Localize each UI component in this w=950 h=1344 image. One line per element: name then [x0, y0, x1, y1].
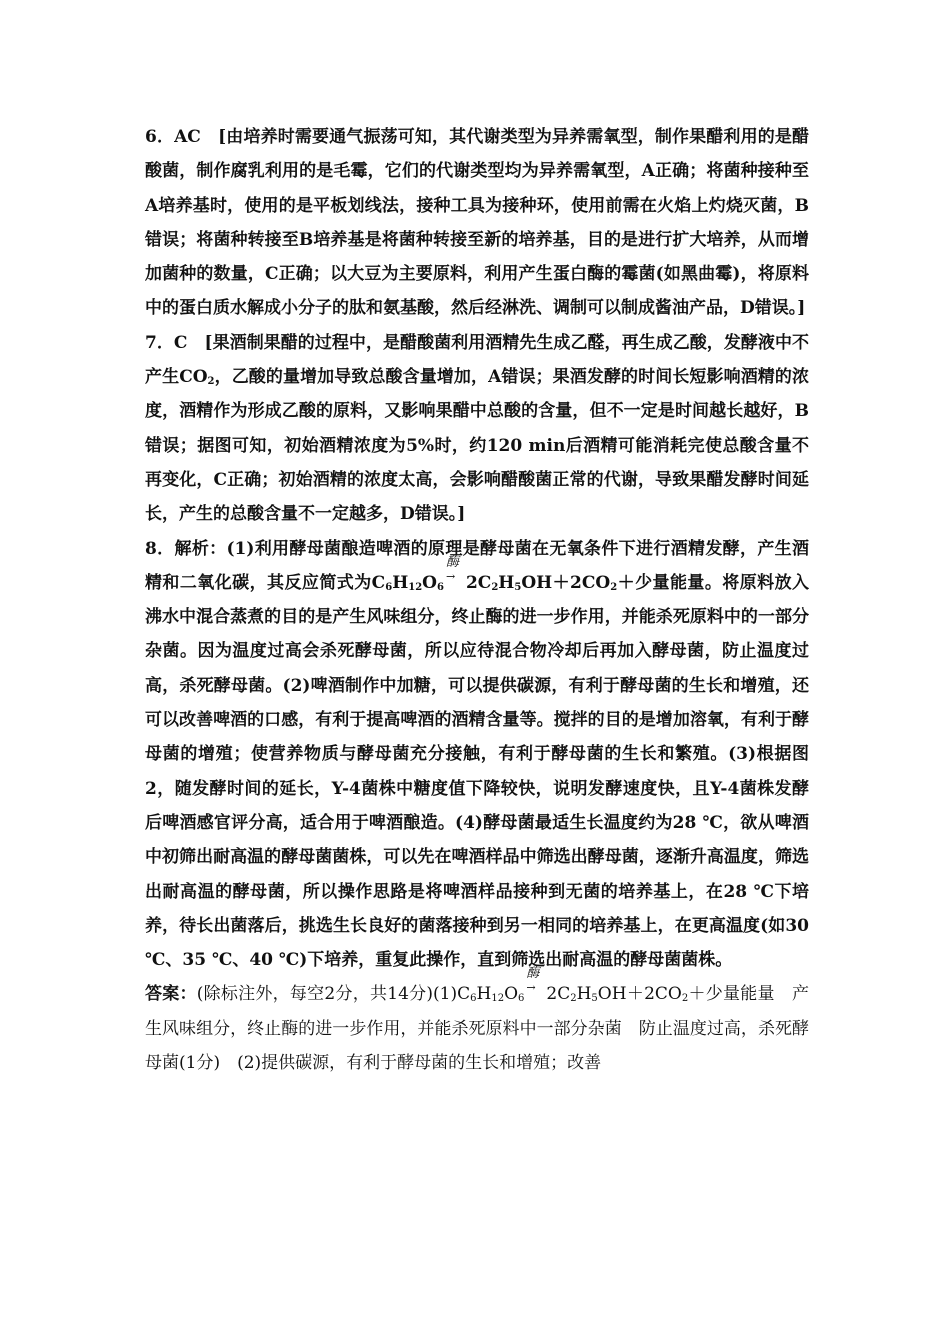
- formula-part: O: [504, 984, 519, 1005]
- formula-part: H: [576, 984, 592, 1005]
- q8-text-b: ＋少量能量。将原料放入沸水中混合蒸煮的目的是产生风味组分，终止酶的进一步作用，并能杀死原料中的一部分杂菌。因为温度过高会杀死酵母菌，所以应待混合物冷却后再加入酵母菌，防止温度过高，杀死酵母菌。(2)啤酒制作中加糖，可以提供碳源，有利于酵母菌的生长和增殖，还可以改善啤酒的口感，有利于提高啤酒的酒精含量等。搅拌的目的是增加溶氧，有利于酵母菌的增殖；使营养物质与酵母菌充分接触，有利于酵母菌的生长和繁殖。(3)根据图2，随发酵时间的延长，Y-4菌株中糖度值下降较快，说明发酵速度快，且Y-4菌株发酵后啤酒感官评分高，适合用于啤酒酿造。(4)酵母菌最适生长温度约为28 ℃，欲从啤酒中初筛出耐高温的酵母菌菌株，可以先在啤酒样品中筛选出酵母菌，逐渐升高温度，筛选出耐高温的酵母菌，所以操作思路是将啤酒样品接种到无菌的培养基上，在28 ℃下培养，待长出菌落后，挑选生长良好的菌落接种到另一相同的培养基上，在更高温度(如30 ℃、35 ℃、40 ℃)下培养，重复此操作，直到筛选出耐高温的酵母菌菌株。: [145, 572, 810, 971]
- formula-subscript: 2: [681, 993, 689, 1005]
- answer-text-b: ＋少量能量 产生风味组分，终止酶的进一步作用，并能杀死原料中一部分杂菌 防止温度过高，杀死酵母菌(1分) (2)提供碳源，有利于酵母菌的生长和增殖；改善: [145, 984, 810, 1074]
- formula-part: H: [498, 572, 515, 593]
- enzyme-reaction-arrow: [524, 966, 546, 997]
- question-8-explanation: [145, 532, 809, 978]
- formula-subscript: 12: [491, 993, 505, 1005]
- formula-subscript: 12: [408, 581, 423, 593]
- question-7-explanation: [145, 326, 809, 532]
- formula-subscript: 5: [514, 581, 522, 593]
- formula-subscript: 2: [570, 993, 577, 1005]
- formula-subscript: 2: [491, 581, 499, 593]
- q6-text: 6．AC [由培养时需要通气振荡可知，其代谢类型为异养需氧型，制作果醋利用的是醋酸菌，制作腐乳利用的是毛霉，它们的代谢类型均为异养需氧型，A正确；将菌种接种至A培养基时，使用的是平板划线法，接种工具为接种环，使用前需在火焰上灼烧灭菌，B错误；将菌种转接至B培养基是将菌种转接至新的培养基，目的是进行扩大培养，从而增加菌种的数量，C正确；以大豆为主要原料，利用产生蛋白酶的霉菌(如黑曲霉)，将原料中的蛋白质水解成小分子的肽和氨基酸，然后经淋洗、调制可以制成酱油产品，D错误。]: [145, 127, 809, 319]
- formula-subscript: 5: [591, 993, 598, 1005]
- formula-subscript: 6: [436, 581, 444, 593]
- arrow-icon: →: [445, 569, 456, 583]
- formula-subscript: 6: [470, 993, 477, 1005]
- co2-subscript: 2: [207, 376, 215, 388]
- answer-label: 答案：: [145, 984, 197, 1005]
- formula-part: H: [476, 984, 492, 1005]
- enzyme-label: 酶: [445, 554, 459, 570]
- formula-part: 2C: [546, 984, 571, 1005]
- answer-text-a: (除标注外，每空2分，共14分)(1)C: [196, 984, 471, 1005]
- answer-document: [145, 120, 809, 1080]
- enzyme-reaction-arrow: [444, 554, 466, 586]
- q7-text-b: ，乙酸的量增加导致总酸含量增加，A错误；果酒发酵的时间长短影响酒精的浓度，酒精作为形成乙酸的原料，又影响果醋中总酸的含量，但不一定是时间越长越好，B错误；据图可知，初始酒精浓度为5%时，约120 min后酒精可能消耗完使总酸含量不再变化，C正确；初始酒精的浓度太高，会影响醋酸菌正常的代谢，导致果醋发酵时间延长，产生的总酸含量不一定越多，D错误。]: [145, 367, 809, 525]
- formula-subscript: 6: [385, 581, 393, 593]
- formula-part: O: [422, 572, 437, 593]
- question-6-explanation: [145, 120, 809, 326]
- formula-subscript: 6: [518, 993, 525, 1005]
- formula-part: H: [392, 572, 409, 593]
- formula-part: 2C: [465, 572, 492, 593]
- answer-body: [145, 966, 810, 1074]
- arrow-icon: →: [526, 981, 536, 995]
- q8-text-a: 8．解析：(1)利用酵母菌酿造啤酒的原理是酵母菌在无氧条件下进行酒精发酵，产生酒精和二氧化碳，其反应简式为C: [145, 538, 809, 593]
- formula-part: OH＋2CO: [521, 572, 611, 593]
- formula-subscript: 2: [610, 581, 618, 593]
- formula-part: OH＋2CO: [597, 984, 682, 1005]
- enzyme-label: 酶: [526, 966, 540, 982]
- answer-section: [145, 966, 810, 1080]
- q7-text-a: 7．C [果酒制果醋的过程中，是醋酸菌利用酒精先生成乙醛，再生成乙酸，发酵液中不产生CO: [145, 332, 809, 388]
